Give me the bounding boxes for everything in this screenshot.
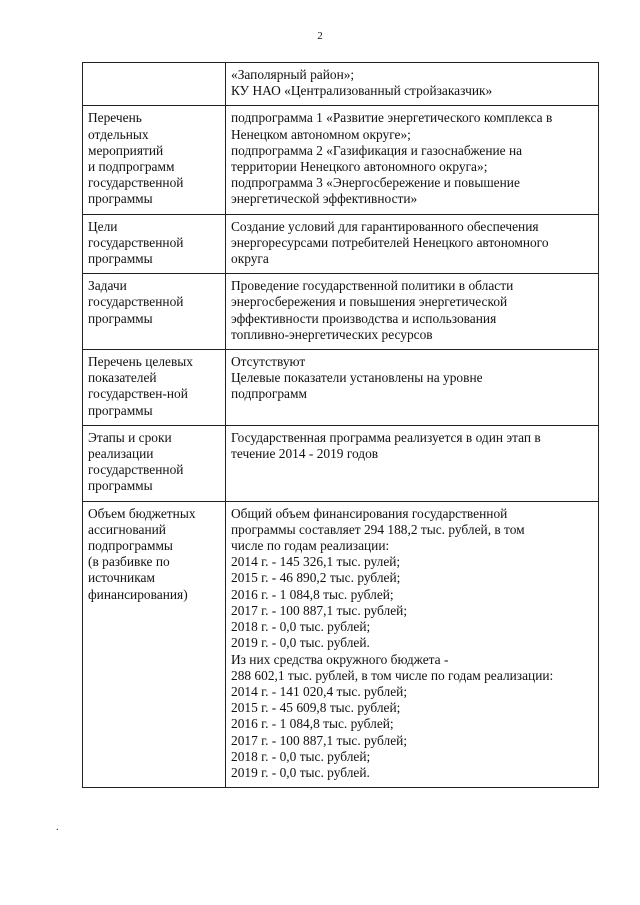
- row-label-cell: [83, 214, 226, 274]
- row-value-line: 2018 г. - 0,0 тыс. рублей;: [231, 619, 371, 635]
- row-value-line: подпрограмма 3 «Энергосбережение и повышение: [231, 175, 520, 191]
- row-value-cell: [226, 106, 599, 214]
- row-label-line: (в разбивке по: [88, 554, 170, 570]
- row-value-line: Из них средства окружного бюджета -: [231, 651, 449, 667]
- row-value-cell: [226, 274, 599, 350]
- row-label-line: подпрограммы: [88, 538, 173, 554]
- row-value-cell: [226, 425, 599, 501]
- row-label-line: Задачи: [88, 278, 127, 294]
- row-value-line: КУ НАО «Централизованный стройзаказчик»: [231, 83, 493, 99]
- row-label-line: государствен-ной: [88, 386, 188, 402]
- row-label-cell: [83, 425, 226, 501]
- row-value-line: 2015 г. - 45 609,8 тыс. рублей;: [231, 700, 401, 716]
- row-label-line: Этапы и сроки: [88, 429, 172, 445]
- row-label-line: реализации: [88, 446, 154, 462]
- row-label-line: мероприятий: [88, 142, 164, 158]
- table-body: [83, 63, 599, 788]
- row-label-line: ассигнований: [88, 521, 166, 537]
- row-value-line: топливно-энергетических ресурсов: [231, 326, 433, 342]
- row-value-line: Государственная программа реализуется в один этап в: [231, 429, 541, 445]
- page-number: 2: [317, 30, 323, 42]
- row-label-cell: [83, 63, 226, 106]
- row-value-cell: [226, 214, 599, 274]
- row-label-line: Объем бюджетных: [88, 505, 196, 521]
- scan-artifact-dot: .: [56, 822, 59, 833]
- row-value-line: подпрограмма 2 «Газификация и газоснабжение на: [231, 142, 523, 158]
- row-value-cell: [226, 63, 599, 106]
- table-row: [83, 501, 599, 787]
- row-value-line: 2017 г. - 100 887,1 тыс. рублей;: [231, 732, 408, 748]
- row-label-line: программы: [88, 402, 153, 418]
- row-value-line: Проведение государственной политики в области: [231, 278, 514, 294]
- row-value-line: Общий объем финансирования государственной: [231, 505, 508, 521]
- row-value-line: числе по годам реализации:: [231, 538, 390, 554]
- row-label-line: отдельных: [88, 126, 149, 142]
- row-value-line: 2019 г. - 0,0 тыс. рублей.: [231, 764, 370, 780]
- table-row: [83, 214, 599, 274]
- row-value-line: подпрограмма 1 «Развитие энергетического комплекса в: [231, 110, 553, 126]
- row-label-line: и подпрограмм: [88, 159, 175, 175]
- row-value-line: 2019 г. - 0,0 тыс. рублей.: [231, 635, 370, 651]
- table-row: [83, 274, 599, 350]
- row-value-line: энергоресурсами потребителей Ненецкого автономного: [231, 234, 549, 250]
- row-value-line: 2016 г. - 1 084,8 тыс. рублей;: [231, 716, 394, 732]
- row-value-cell: [226, 501, 599, 787]
- row-label-line: Цели: [88, 218, 118, 234]
- row-label-cell: [83, 274, 226, 350]
- row-value-line: 2018 г. - 0,0 тыс. рублей;: [231, 748, 371, 764]
- row-value-line: 2014 г. - 141 020,4 тыс. рублей;: [231, 683, 408, 699]
- row-value-line: 2015 г. - 46 890,2 тыс. рублей;: [231, 570, 401, 586]
- row-label-line: государственной: [88, 234, 184, 250]
- row-value-line: течение 2014 - 2019 годов: [231, 446, 379, 462]
- row-label-line: программы: [88, 191, 153, 207]
- row-label-line: Перечень целевых: [88, 354, 193, 370]
- row-label-line: источникам: [88, 570, 155, 586]
- row-label-line: показателей: [88, 370, 157, 386]
- table-row: [83, 63, 599, 106]
- row-value-line: Создание условий для гарантированного обеспечения: [231, 218, 539, 234]
- row-label-line: Перечень: [88, 110, 142, 126]
- row-label-cell: [83, 106, 226, 214]
- row-value-line: подпрограмм: [231, 386, 307, 402]
- table-row: [83, 106, 599, 214]
- row-value-line: 2017 г. - 100 887,1 тыс. рублей;: [231, 602, 408, 618]
- row-label-cell: [83, 350, 226, 426]
- row-label-line: государственной: [88, 462, 184, 478]
- row-value-line: энергетической эффективности»: [231, 191, 418, 207]
- row-label-line: программы: [88, 310, 153, 326]
- row-value-line: Отсутствуют: [231, 354, 306, 370]
- row-label-line: государственной: [88, 294, 184, 310]
- row-value-line: Ненецком автономном округе»;: [231, 126, 411, 142]
- table-row: [83, 425, 599, 501]
- row-label-line: программы: [88, 251, 153, 267]
- row-value-line: энергосбережения и повышения энергетической: [231, 294, 508, 310]
- row-value-line: 288 602,1 тыс. рублей, в том числе по годам реализации:: [231, 667, 554, 683]
- row-value-line: 2016 г. - 1 084,8 тыс. рублей;: [231, 586, 394, 602]
- row-value-line: программы составляет 294 188,2 тыс. рублей, в том: [231, 521, 525, 537]
- row-value-line: Целевые показатели установлены на уровне: [231, 370, 483, 386]
- row-label-cell: [83, 501, 226, 787]
- row-label-line: финансирования): [88, 586, 188, 602]
- row-label-line: программы: [88, 478, 153, 494]
- row-value-line: «Заполярный район»;: [231, 67, 355, 82]
- row-label-line: государственной: [88, 175, 184, 191]
- row-value-line: эффективности производства и использования: [231, 310, 497, 326]
- program-passport-table: [82, 62, 599, 788]
- row-value-line: округа: [231, 251, 269, 267]
- table-row: [83, 350, 599, 426]
- row-value-line: территории Ненецкого автономного округа»;: [231, 159, 488, 175]
- row-value-cell: [226, 350, 599, 426]
- row-value-line: 2014 г. - 145 326,1 тыс. рулей;: [231, 554, 401, 570]
